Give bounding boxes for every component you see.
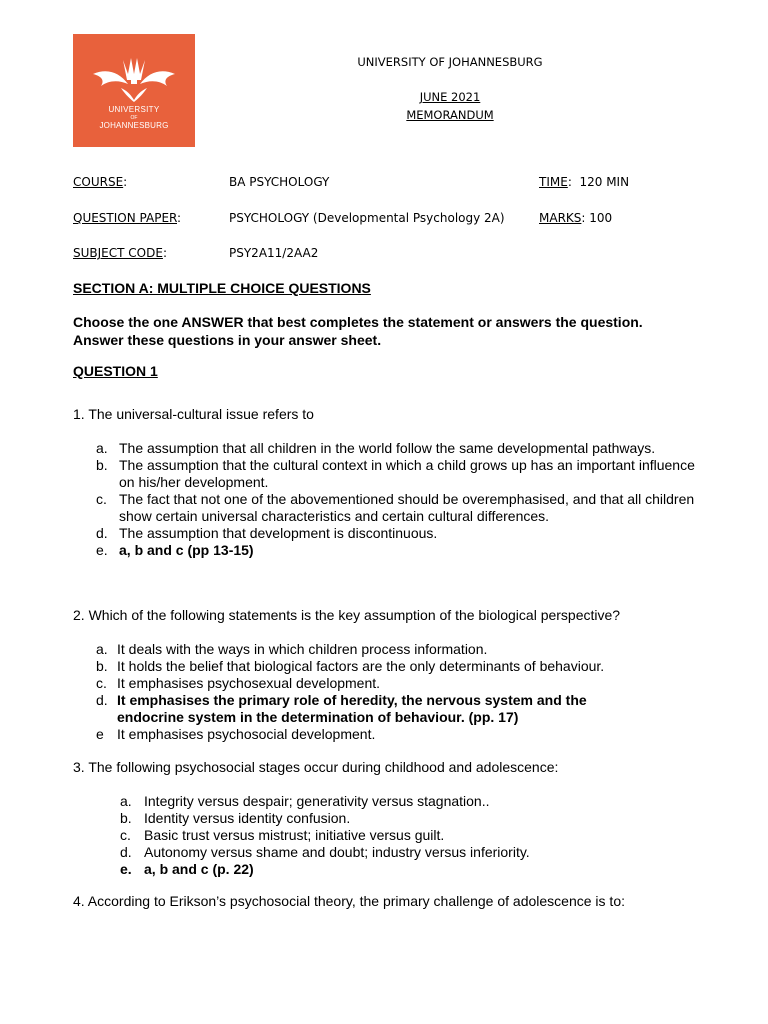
document-type: MEMORANDUM — [406, 108, 494, 122]
option-1e-answer: e. a, b and c (pp 13-15) — [96, 542, 254, 558]
option-1a: a. The assumption that all children in the world follow the same developmental pathways. — [96, 440, 656, 456]
question-2-options — [96, 641, 656, 743]
option-3b: b. Identity versus identity confusion. — [120, 810, 351, 826]
option-3e-answer: e. a, b and c (p. 22) — [120, 861, 254, 877]
time-value: 120 MIN — [579, 175, 630, 189]
question-1-options — [96, 440, 706, 559]
logo-text-johannesburg: JOHANNESBURG — [99, 121, 169, 130]
section-title: SECTION A: MULTIPLE CHOICE QUESTIONS — [73, 280, 371, 296]
question-heading: QUESTION 1 — [73, 363, 158, 379]
question-2-text: 2. Which of the following statements is the key assumption of the biological perspective? — [73, 607, 621, 623]
marks-label: MARKS: 100 — [539, 211, 613, 225]
option-2c: c. It emphasises psychosexual development. — [96, 675, 381, 691]
option-3a: a. Integrity versus despair; generativity versus stagnation.. — [120, 793, 490, 809]
option-1d: d. The assumption that development is discontinuous. — [96, 525, 438, 541]
question-1-text: 1. The universal-cultural issue refers to — [73, 406, 314, 422]
course-label: COURSE: — [73, 175, 128, 189]
question-paper-value: PSYCHOLOGY (Developmental Psychology 2A) — [229, 211, 505, 225]
protea-birds-icon — [73, 34, 195, 147]
option-1c: c. The fact that not one of the abovementioned should be overemphasised, and that all children show certain universal characteristics and certain cultural differences. — [96, 491, 695, 524]
question-paper-label: QUESTION PAPER: — [73, 211, 182, 225]
option-2b: b. It holds the belief that biological factors are the only determinants of behaviour. — [96, 658, 605, 674]
university-logo — [73, 34, 195, 147]
option-2e: e It emphasises psychosocial development. — [96, 726, 376, 742]
university-name: UNIVERSITY OF JOHANNESBURG — [357, 55, 543, 69]
logo-text-university: UNIVERSITY — [108, 105, 160, 114]
question-3-options — [120, 793, 730, 878]
time-label: TIME: 120 MIN — [539, 175, 630, 189]
subject-code-label: SUBJECT CODE: — [73, 246, 167, 260]
instructions: Choose the one ANSWER that best completes the statement or answers the question. Answer these questions in your answer sheet. — [73, 314, 643, 348]
option-1b: b. The assumption that the cultural context in which a child grows up has an important influence on his/her development. — [96, 457, 695, 490]
option-3c: c. Basic trust versus mistrust; initiative versus guilt. — [120, 827, 445, 843]
exam-date: JUNE 2021 — [419, 90, 481, 104]
marks-value: 100 — [589, 211, 613, 225]
logo-text-of: OF — [130, 115, 138, 121]
course-value: BA PSYCHOLOGY — [229, 175, 330, 189]
option-2a: a. It deals with the ways in which children process information. — [96, 641, 488, 657]
subject-code-value: PSY2A11/2AA2 — [229, 246, 319, 260]
question-3-text: 3. The following psychosocial stages occur during childhood and adolescence: — [73, 759, 559, 775]
option-3d: d. Autonomy versus shame and doubt; industry versus inferiority. — [120, 844, 530, 860]
question-4-text: 4. According to Erikson’s psychosocial theory, the primary challenge of adolescence is to: — [73, 893, 625, 909]
option-2d-answer: d. It emphasises the primary role of heredity, the nervous system and the endocrine system in the determination of behaviour. (pp. 17) — [96, 692, 587, 725]
